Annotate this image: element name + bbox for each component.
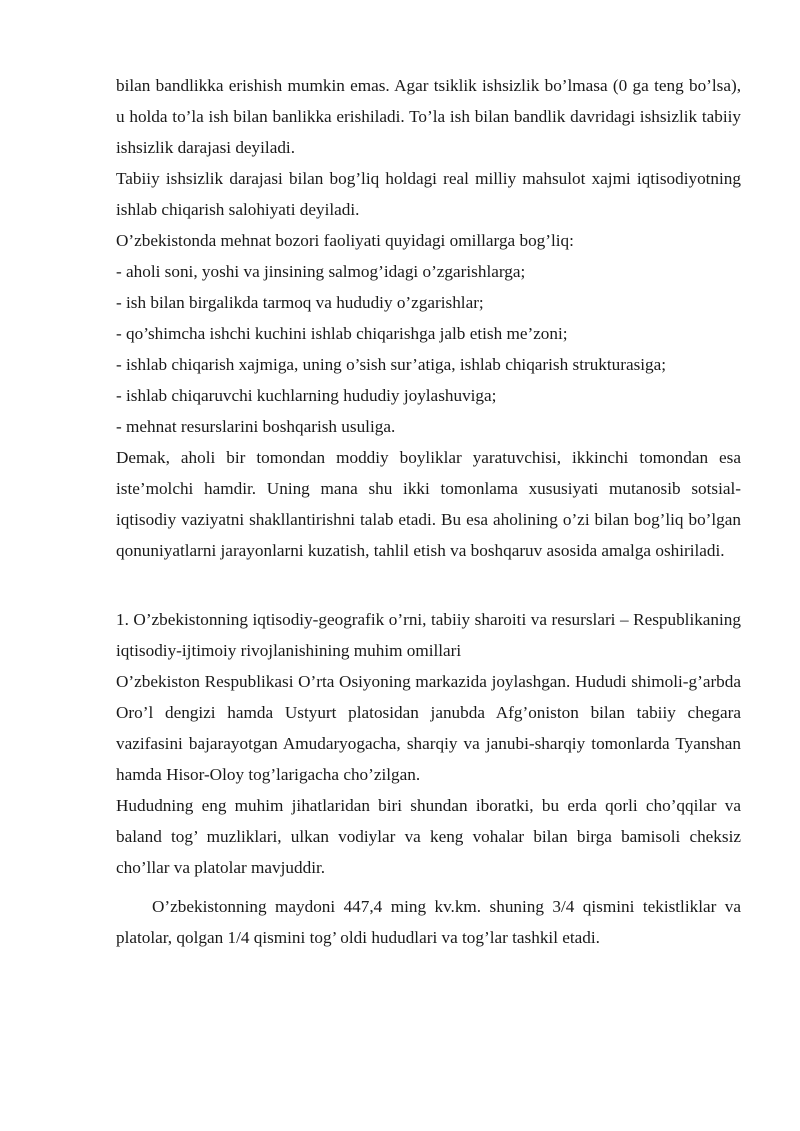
list-item: - ishlab chiqarish xajmiga, uning o’sish sur’atiga, ishlab chiqarish strukturasiga; (116, 355, 667, 374)
paragraph-geographic-position: O’zbekiston Respublikasi O’rta Osiyoning markazida joylashgan. Hududi shimoli-g’arbda Oro’l dengizi hamda Ustyurt platosidan janubda Afg’oniston bilan tabiiy chegara vazifasini bajarayotgan Amudaryogacha, sharqiy va janubi-sharqiy tomonlarda Tyanshan hamda Hisor-Oloy tog’larigacha cho’zilgan. (116, 672, 741, 784)
list-item: - aholi soni, yoshi va jinsining salmog’idagi o’zgarishlarga; (116, 262, 526, 281)
list-item: - ish bilan birgalikda tarmoq va hududiy o’zgarishlar; (116, 293, 484, 312)
list-item: - ishlab chiqaruvchi kuchlarning hududiy joylashuviga; (116, 386, 497, 405)
paragraph-natural-unemployment: Tabiiy ishsizlik darajasi bilan bog’liq holdagi real milliy mahsulot xajmi iqtisodiyotning ishlab chiqarish salohiyati deyiladi. (116, 169, 741, 219)
paragraph-unemployment: bilan bandlikka erishish mumkin emas. Agar tsiklik ishsizlik bo’lmasa (0 ga teng bo’lsa), u holda to’la ish bilan banlikka erishiladi. To’la ish bilan bandlik davridagi ishsizlik tabiiy ishsizlik darajasi deyiladi. (116, 76, 741, 157)
paragraph-population-conclusion: Demak, aholi bir tomondan moddiy boyliklar yaratuvchisi, ikkinchi tomondan esa iste’molchi hamdir. Uning mana shu ikki tomonlama xususiyati mutanosib sotsial-iqtisodiy vaziyatni shakllantirishni talab etadi. Bu esa aholining o’zi bilan bog’liq bo’lgan qonuniyatlarni jarayonlarni kuzatish, tahlil etish va boshqaruv asosida amalga oshiriladi. (116, 448, 741, 560)
section-spacer (116, 566, 741, 604)
paragraph-labor-market-intro: O’zbekistonda mehnat bozori faoliyati quyidagi omillarga bog’liq: (116, 231, 574, 250)
labor-market-factor-list (116, 256, 741, 442)
list-item: - mehnat resurslarini boshqarish usuliga. (116, 417, 396, 436)
paragraph-area: O’zbekistonning maydoni 447,4 ming kv.km. shuning 3/4 qismini tekistliklar va platolar, qolgan 1/4 qismini tog’ oldi hududlari va tog’lar tashkil etadi. (116, 897, 741, 947)
paragraph-territory-features: Hududning eng muhim jihatlaridan biri shundan iboratki, bu erda qorli cho’qqilar va baland tog’ muzliklari, ulkan vodiylar va keng vohalar bilan birga bamisoli cheksiz cho’llar va platolar mavjuddir. (116, 796, 741, 877)
list-item: - qo’shimcha ishchi kuchini ishlab chiqarishga jalb etish me’zoni; (116, 324, 568, 343)
paragraph-spacer (116, 883, 741, 891)
section-heading: 1. O’zbekistonning iqtisodiy-geografik o’rni, tabiiy sharoiti va resurslari – Respublikaning iqtisodiy-ijtimoiy rivojlanishining muhim omillari (116, 610, 741, 660)
document-page (116, 70, 741, 953)
